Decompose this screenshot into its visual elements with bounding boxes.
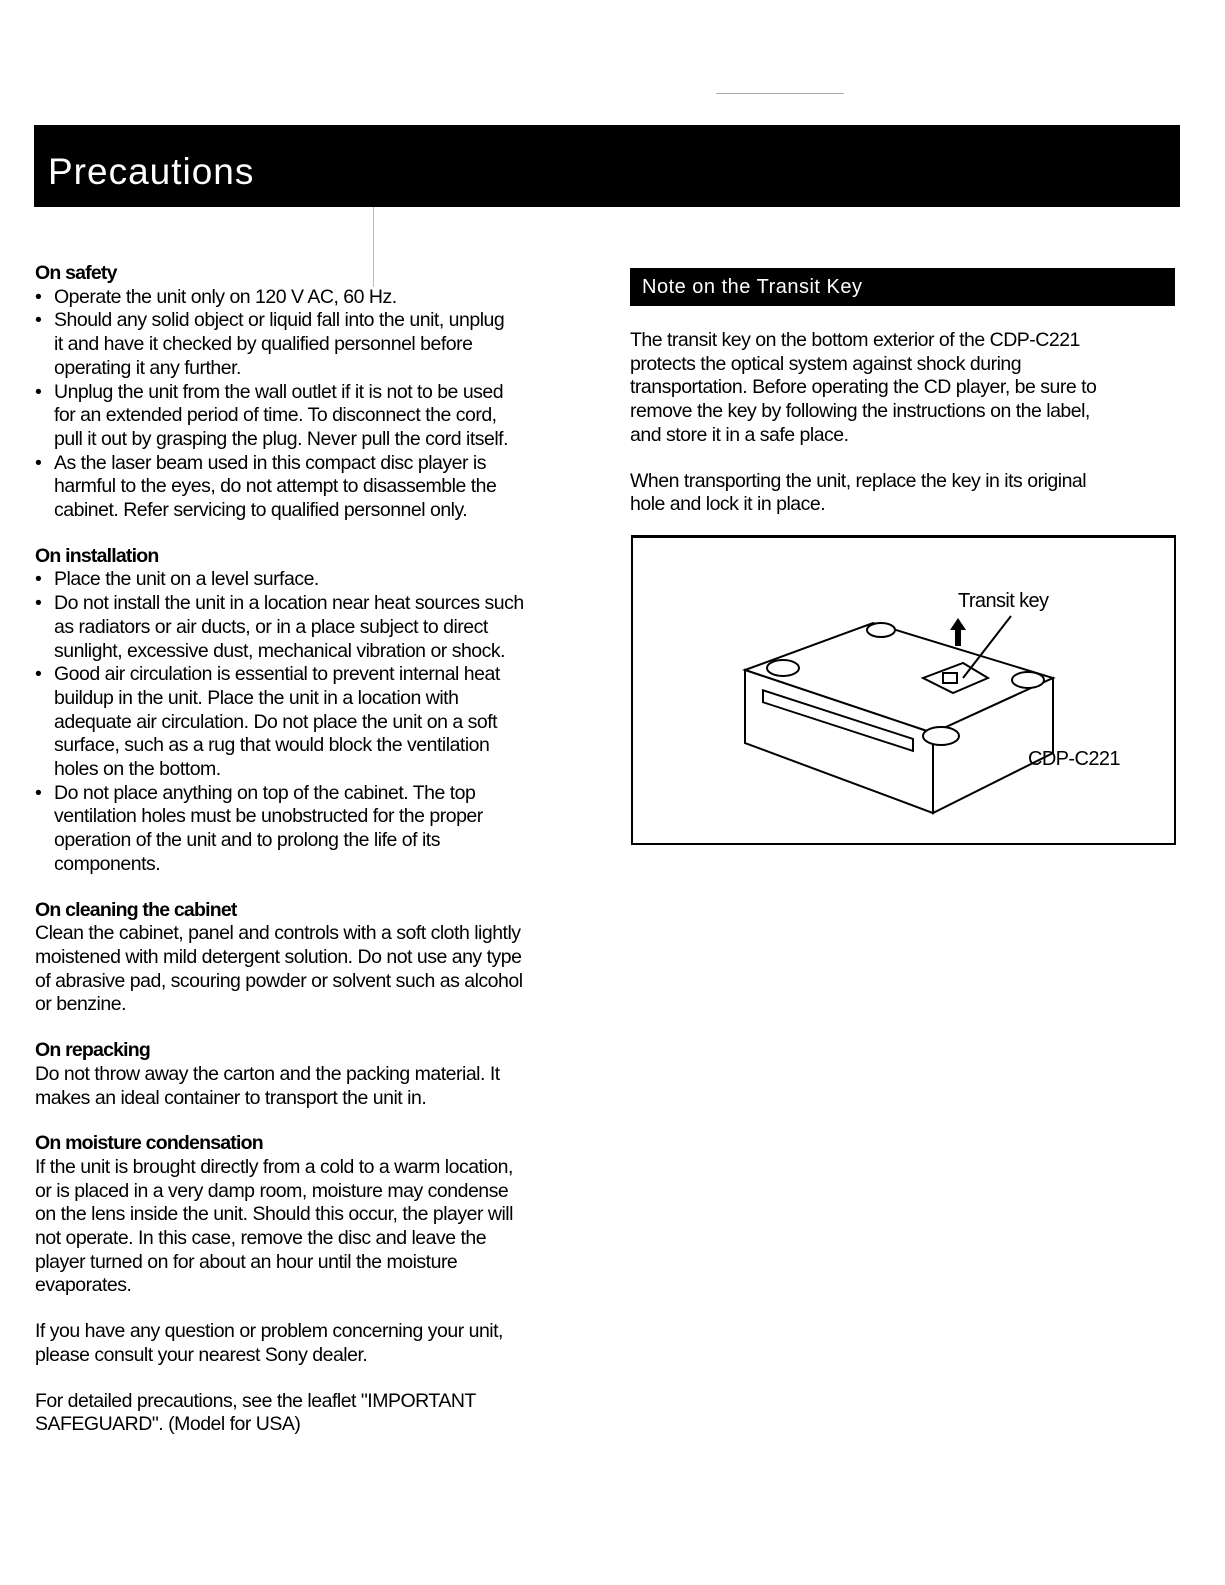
text-line: and store it in a safe place. [630,423,849,446]
precaution-section [35,1039,595,1110]
transit-key-label: Transit key [958,590,1049,612]
text-line: Do not throw away the carton and the packing material. It [35,1062,500,1085]
bullet-item [35,309,595,380]
text-line: as radiators or air ducts, or in a place subject to direct [54,615,488,638]
text-line: Do not place anything on top of the cabinet. The top [54,781,476,804]
title-banner [34,125,1180,207]
text-line: hole and lock it in place. [630,493,826,516]
bullet-icon: • [35,309,42,332]
text-line: Place the unit on a level surface. [54,568,319,591]
bullet-icon: • [35,568,42,591]
text-line: ventilation holes must be unobstructed for the proper [54,805,483,828]
note-paragraph [630,329,1190,448]
text-line: adequate air circulation. Do not place the unit on a soft [54,710,498,733]
text-line: Should any solid object or liquid fall into the unit, unplug [54,309,505,332]
text-line: harmful to the eyes, do not attempt to disassemble the [54,475,497,498]
bullet-item [35,452,595,523]
page-title: Precautions [48,151,255,192]
text-line: surface, such as a rug that would block the ventilation [54,734,490,757]
scan-artifact [716,93,844,94]
section-heading: On safety [35,262,117,284]
text-line: please consult your nearest Sony dealer. [35,1343,368,1366]
bullet-icon: • [35,663,42,686]
transit-key-note [630,329,1190,539]
text-line: Unplug the unit from the wall outlet if it is not to be used [54,380,504,403]
bullet-icon: • [35,380,42,403]
text-line: transportation. Before operating the CD player, be sure to [630,376,1097,399]
text-line: cabinet. Refer servicing to qualified personnel only. [54,499,468,522]
text-line: holes on the bottom. [54,758,221,781]
text-line: operation of the unit and to prolong the life of its [54,829,440,852]
precaution-section [35,1390,595,1437]
text-line: sunlight, excessive dust, mechanical vibration or shock. [54,639,506,662]
section-heading: On moisture condensation [35,1132,263,1155]
text-line: components. [54,852,161,875]
text-line: SAFEGUARD". (Model for USA) [35,1413,301,1436]
text-line: evaporates. [35,1274,132,1297]
bullet-icon: • [35,781,42,804]
text-line: If you have any question or problem concerning your unit, [35,1320,503,1343]
note-heading: Note on the Transit Key [642,276,863,298]
text-line: Clean the cabinet, panel and controls with a soft cloth lightly [35,922,521,945]
bullet-item [35,782,595,877]
text-line: Good air circulation is essential to prevent internal heat [54,663,500,686]
text-line: it and have it checked by qualified personnel before [54,333,473,356]
precaution-section [35,1320,595,1367]
text-line: Do not install the unit in a location near heat sources such [54,592,524,615]
transit-key-illustration [631,535,1176,845]
section-heading: On repacking [35,1039,151,1062]
text-line: Operate the unit only on 120 V AC, 60 Hz. [54,285,397,308]
note-paragraph [630,470,1190,517]
text-line: or benzine. [35,993,126,1016]
bullet-item [35,381,595,452]
text-line: not operate. In this case, remove the disc and leave the [35,1227,487,1250]
bullet-item [35,286,595,310]
text-line: buildup in the unit. Place the unit in a location with [54,686,459,709]
text-line: For detailed precautions, see the leaflet "IMPORTANT [35,1389,476,1412]
text-line: on the lens inside the unit. Should this occur, the player will [35,1203,513,1226]
text-line: pull it out by grasping the plug. Never pull the cord itself. [54,427,509,450]
text-line: makes an ideal container to transport the unit in. [35,1086,427,1109]
text-line: for an extended period of time. To disconnect the cord, [54,404,497,427]
note-heading-bar [630,268,1175,306]
text-line: moistened with mild detergent solution. Do not use any type [35,945,522,968]
bullet-item [35,663,595,782]
section-heading: On installation [35,544,159,567]
text-line: protects the optical system against shock during [630,352,1022,375]
precautions-column [35,262,595,1459]
bullet-item [35,568,595,592]
text-line: If the unit is brought directly from a cold to a warm location, [35,1155,513,1178]
precaution-section [35,262,595,523]
bullet-icon: • [35,451,42,474]
text-line: The transit key on the bottom exterior of the CDP-C221 [630,329,1080,351]
text-line: player turned on for about an hour until the moisture [35,1250,458,1273]
text-line: remove the key by following the instructions on the label, [630,400,1090,423]
text-line: When transporting the unit, replace the key in its original [630,469,1087,492]
cd-player-drawing [633,538,1174,843]
text-line: operating it any further. [54,356,241,379]
section-heading: On cleaning the cabinet [35,898,237,921]
bullet-icon: • [35,285,42,308]
precaution-section [35,899,595,1018]
text-line: or is placed in a very damp room, moisture may condense [35,1179,509,1202]
bullet-icon: • [35,592,42,615]
text-line: of abrasive pad, scouring powder or solvent such as alcohol [35,969,523,992]
bullet-item [35,592,595,663]
text-line: As the laser beam used in this compact disc player is [54,451,486,474]
precaution-section [35,545,595,877]
model-label: CDP-C221 [1028,748,1120,770]
precaution-section [35,1132,595,1298]
